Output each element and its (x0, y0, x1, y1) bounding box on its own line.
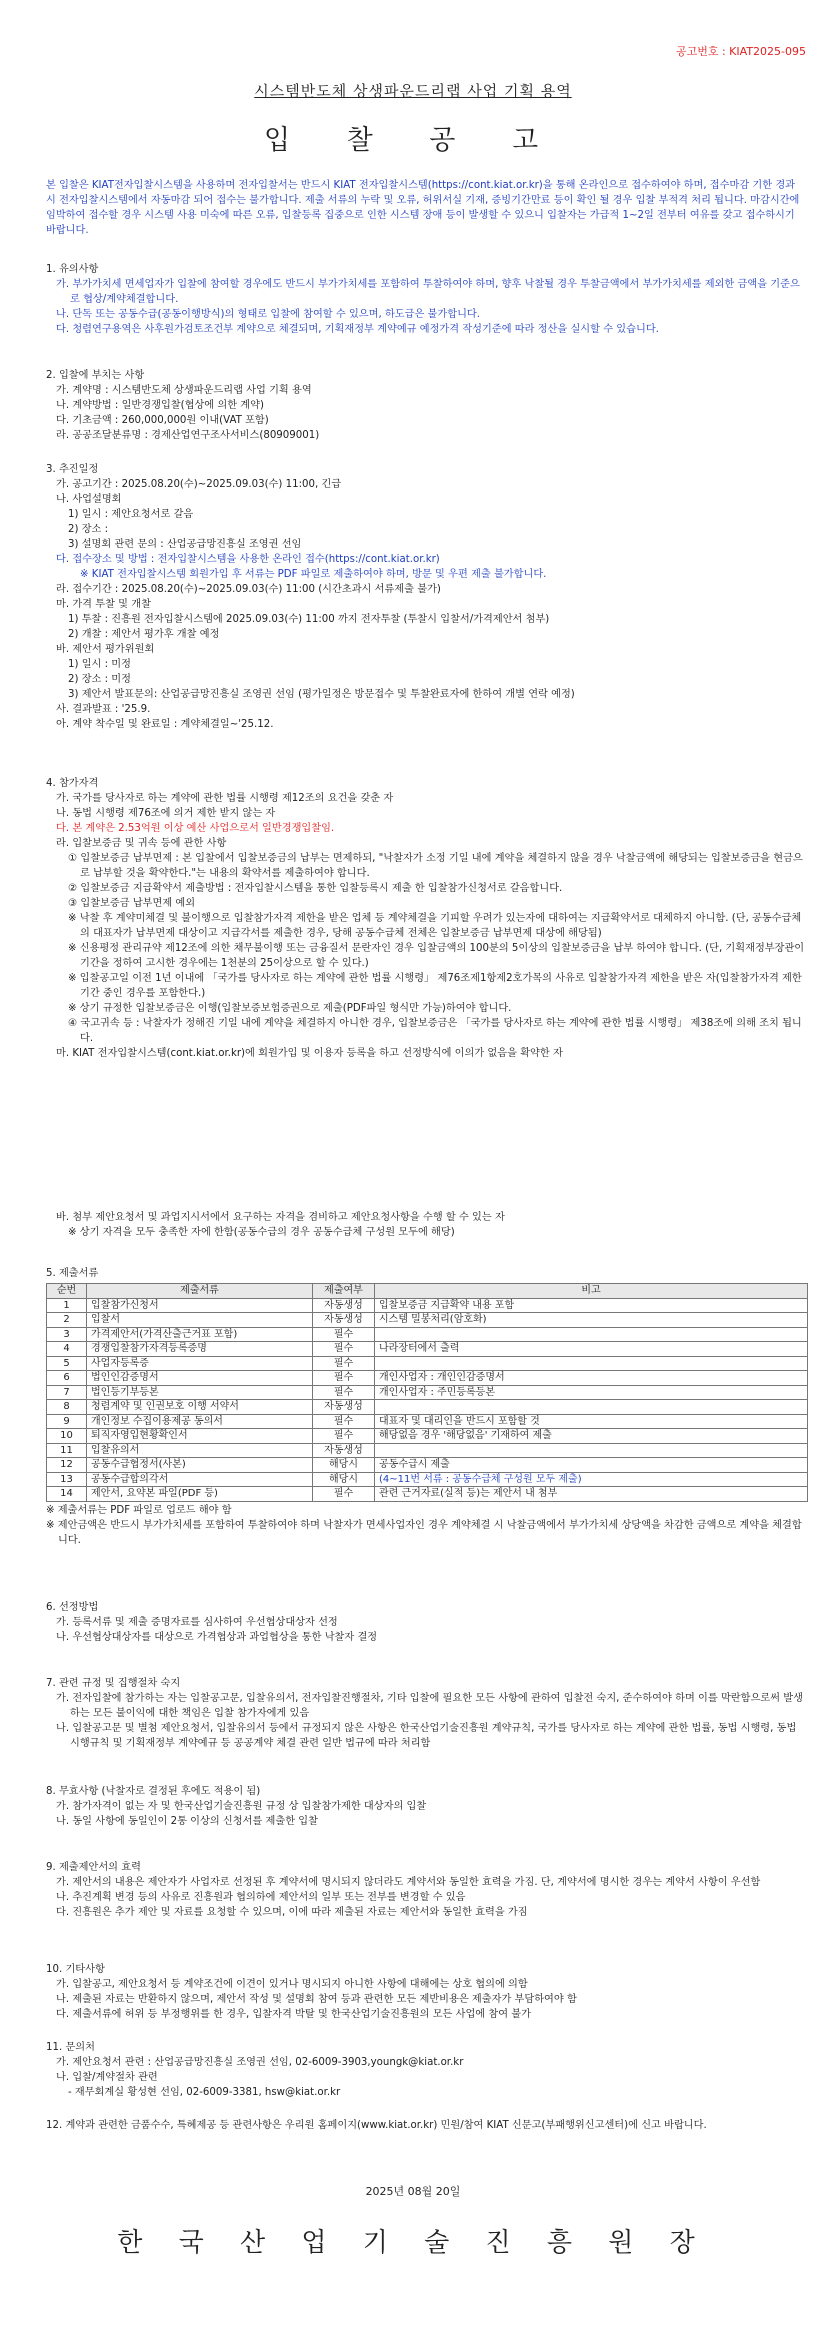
section-heading: 10. 기타사항 (46, 1964, 105, 1975)
list-item: 3) 제안서 발표문의: 산업공급망진흥실 조영권 선임 (평가일정은 방문접수 및 투찰완료자에 한하여 개별 연락 예정) (68, 689, 575, 700)
section-heading: 5. 제출서류 (46, 1268, 99, 1279)
note: ※ 제안금액은 반드시 부가가치세를 포함하여 투찰하여야 하며 낙찰자가 면세사업자인 경우 계약체결 시 낙찰금액에서 부가가치세 상당액을 차감한 금액으로 계약을 체결합니다. (46, 1519, 802, 1546)
list-item: 다. 진흥원은 추가 제안 및 자료를 요청할 수 있으며, 이에 따라 제출된 자료는 제안서와 동일한 효력을 가짐 (56, 1907, 528, 1918)
cell-required: 필수 (313, 1487, 375, 1502)
documents-table-body (47, 1298, 808, 1501)
cell-no: 13 (47, 1472, 87, 1487)
table-row (47, 1298, 808, 1313)
section-schedule (46, 462, 806, 732)
cell-doc: 경쟁입찰참가자격등록증명 (87, 1342, 313, 1357)
cell-doc: 제안서, 요약본 파일(PDF 등) (87, 1487, 313, 1502)
section-misc (46, 1962, 806, 2022)
list-item: 나. 추진계획 변경 등의 사유로 진흥원과 협의하에 제안서의 일부 또는 전부를 변경할 수 있음 (56, 1892, 466, 1903)
list-item: 마. 가격 투찰 및 개찰 (56, 599, 151, 610)
cell-required: 필수 (313, 1385, 375, 1400)
cell-note: 입찰보증금 지급확약 내용 포함 (375, 1298, 808, 1313)
table-header-row (47, 1284, 808, 1299)
list-item: 사. 결과발표 : '25.9. (56, 704, 151, 715)
table-row (47, 1385, 808, 1400)
cell-required: 자동생성 (313, 1400, 375, 1415)
list-item: 다. 제출서류에 허위 등 부정행위를 한 경우, 입찰자격 박탈 및 한국산업기술진흥원의 모든 사업에 참여 불가 (56, 2009, 531, 2020)
cell-doc: 공동수급협정서(사본) (87, 1458, 313, 1473)
list-item: ④ 국고귀속 등 : 낙찰자가 정해진 기일 내에 계약을 체결하지 아니한 경우, 입찰보증금은 「국가를 당사자로 하는 계약에 관한 법률 시행령」 제38조에 의해 조치 됩니다. (68, 1018, 802, 1044)
cell-note (375, 1400, 808, 1415)
cell-no: 4 (47, 1342, 87, 1357)
list-item: 가. 공고기간 : 2025.08.20(수)~2025.09.03(수) 11:00, 긴급 (56, 479, 342, 490)
list-item: 나. 동일 사항에 동일인이 2통 이상의 신청서를 제출한 입찰 (56, 1816, 318, 1827)
section-documents (46, 1266, 806, 1548)
table-row (47, 1313, 808, 1328)
note: ※ 낙찰 후 계약미체결 및 불이행으로 입찰참가자격 제한을 받은 업체 등 계약체결을 기피할 우려가 있는자에 대하여는 지급확약서로 대체하지 아니함. (단, 공동수급체의 대표자가 납부면제 대상이고 지급각서를 제출한 경우, 당해 공동수급체 전체은 입찰보증금 납부면제 대상에 해당됨) (68, 913, 802, 939)
contact-finance: - 재무회계실 황성현 선임, 02-6009-3381, hsw@kiat.or.kr (68, 2087, 341, 2098)
cell-doc: 법인인감증명서 (87, 1371, 313, 1386)
table-row (47, 1487, 808, 1502)
cell-note: 관련 근거자료(실적 등)는 제안서 내 첨부 (375, 1487, 808, 1502)
list-item: 가. 참가자격이 없는 자 및 한국산업기술진흥원 규정 상 입찰참가제한 대상자의 입찰 (56, 1801, 427, 1812)
note: ※ 제출서류는 PDF 파일로 업로드 해야 함 (46, 1504, 232, 1516)
cell-doc: 입찰유의서 (87, 1443, 313, 1458)
cell-required: 자동생성 (313, 1298, 375, 1313)
list-item: 가. 입찰공고, 제안요청서 등 계약조건에 이견이 있거나 명시되지 아니한 사항에 대해에는 상호 협의에 의함 (56, 1979, 528, 1990)
list-item: 나. 입찰공고문 및 별첨 제안요청서, 입찰유의서 등에서 규정되지 않은 사항은 한국산업기술진흥원 계약규칙, 국가를 당사자로 하는 계약에 관한 법률, 동법 시행령, 동법 시행규칙 및 기획재정부 계약예규 등 공공계약 체결 관련 일반 법규에 따라 처리함 (56, 1723, 797, 1749)
cell-note: 공동수급시 제출 (375, 1458, 808, 1473)
intro-paragraph: 본 입찰은 KIAT전자입찰시스템을 사용하며 전자입찰서는 반드시 KIAT 전자입찰시스템(https://cont.kiat.or.kr)을 통해 온라인으로 접수하여야 하며, 접수마감 기한 경과 시 전자입찰시스템에서 자동마감 되어 접수는 불가합니다. 제출 서류의 누락 및 오류, 허위서실 기재, 증빙기간만료 등이 확인 될 경우 입찰 부적격 처리 됩니다. 마감시간에 임박하여 접수할 경우 시스템 사용 미숙에 따른 오류, 입찰등록 집중으로 인한 시스템 장애 등이 발생할 수 있으니 입찰자는 가급적 1~2일 전부터 여유를 갖고 접수하시기 바랍니다. (46, 180, 800, 236)
list-item: 나. 우선협상대상자를 대상으로 가격협상과 과업협상을 통한 낙찰자 결정 (56, 1632, 378, 1643)
col-required: 제출여부 (313, 1284, 375, 1299)
section-heading: 9. 제출제안서의 효력 (46, 1862, 141, 1873)
cell-doc: 사업자등록증 (87, 1356, 313, 1371)
section-heading: 7. 관련 규정 및 집행절차 숙지 (46, 1678, 181, 1689)
cell-doc: 개인정보 수집이용제공 동의서 (87, 1414, 313, 1429)
list-item: 2) 개찰 : 제안서 평가후 개찰 예정 (68, 629, 220, 640)
section-eligibility-cont (46, 1210, 806, 1240)
cell-no: 7 (47, 1385, 87, 1400)
cell-doc: 공동수급합의각서 (87, 1472, 313, 1487)
list-item: 다. 청렴연구용역은 사후원가검토조건부 계약으로 체결되며, 기획재정부 계약예규 예정가격 작성기준에 따라 정산을 실시할 수 있습니다. (56, 324, 659, 335)
list-item: 나. 동법 시행령 제76조에 의거 제한 받지 않는 자 (56, 808, 276, 819)
section-invalid (46, 1784, 806, 1829)
cell-no: 9 (47, 1414, 87, 1429)
cell-required: 필수 (313, 1414, 375, 1429)
note: ※ 신용평정 관리규약 제12조에 의한 채무불이행 또는 금융질서 문란자인 경우 입찰금액의 100분의 5이상의 입찰보증금을 납부 하여야 합니다. (단, 기획재정부장관이 기간을 정하여 고시한 경우에는 1천분의 25이상으로 할 수 있다.) (68, 943, 805, 969)
list-item: 가. 등록서류 및 제출 증명자료를 심사하여 우선협상대상자 선정 (56, 1617, 338, 1628)
main-title: 입 찰 공 고 (263, 125, 563, 156)
cell-no: 8 (47, 1400, 87, 1415)
section-eligibility (46, 776, 806, 1061)
section-heading: 2. 입찰에 부치는 사항 (46, 370, 145, 381)
cell-doc: 청렴계약 및 인권보호 이행 서약서 (87, 1400, 313, 1415)
list-item: 가. 전자입찰에 참가하는 자는 입찰공고문, 입찰유의서, 전자입찰진행절차, 기타 입찰에 필요한 모든 사항에 관하여 입찰전 숙지, 준수하여야 하며 이를 막란함으로써 발생하는 모든 불이익에 대한 책임은 입찰 참가자에게 있음 (56, 1693, 803, 1719)
list-item: 2) 장소 : (68, 524, 109, 535)
cell-doc: 입찰참가신청서 (87, 1298, 313, 1313)
cell-no: 14 (47, 1487, 87, 1502)
list-item: 가. 부가가치세 면세업자가 입찰에 참여할 경우에도 반드시 부가가치세를 포함하여 투찰하여야 하며, 향후 낙찰될 경우 투찰금액에서 부가가치세를 제외한 금액을 기준으로 협상/계약체결합니다. (56, 279, 800, 305)
note: ※ 입찰공고일 이전 1년 이내에 「국가를 당사자로 하는 계약에 관한 법률 시행령」 제76조제1항제2호가목의 사유로 입찰참가자격 제한을 받은 자(입찰참가자격 제한 기간 중인 경우를 포함한다.) (68, 973, 802, 999)
issuer-name: 한 국 산 업 기 술 진 흥 원 장 (117, 2228, 709, 2258)
notice-date: 2025년 08월 20일 (365, 2185, 461, 2198)
cell-required: 자동생성 (313, 1443, 375, 1458)
cell-note: 개인사업자 : 개인인감증명서 (375, 1371, 808, 1386)
table-row (47, 1458, 808, 1473)
col-doc: 제출서류 (87, 1284, 313, 1299)
list-item: 나. 계약방법 : 일반경쟁입찰(협상에 의한 계약) (56, 400, 264, 411)
section-report (46, 2118, 806, 2133)
list-item: 3) 설명회 관련 문의 : 산업공급망진흥실 조영권 선임 (68, 539, 302, 550)
col-no: 순번 (47, 1284, 87, 1299)
cell-required: 필수 (313, 1342, 375, 1357)
section-heading: 6. 선정방법 (46, 1602, 99, 1613)
cell-required: 필수 (313, 1327, 375, 1342)
list-item: 1) 일시 : 제안요청서로 갈음 (68, 509, 194, 520)
list-item: 가. 국가를 당사자로 하는 계약에 관한 법률 시행령 제12조의 요건을 갖춘 자 (56, 793, 394, 804)
list-item: 가. 계약명 : 시스템반도체 상생파운드리랩 사업 기획 용역 (56, 385, 312, 396)
section-regulations (46, 1676, 806, 1751)
list-item: 가. 제안서의 내용은 제안자가 사업자로 선정된 후 계약서에 명시되지 않더라도 계약서와 동일한 효력을 가짐. 단, 계약서에 명시한 경우는 계약서 사항이 우선함 (56, 1877, 761, 1888)
list-item: ① 입찰보증금 납부면제 : 본 입찰에서 입찰보증금의 납부는 면제하되, "낙찰자가 소정 기일 내에 계약을 체결하지 않을 경우 낙찰금액에 해당되는 입찰보증금을 현금으로 납부할 것을 확약한다."는 내용의 확약서를 제출하여야 합니다. (68, 853, 803, 879)
cell-note: 시스템 밀봉처리(암호화) (375, 1313, 808, 1328)
list-item: 라. 입찰보증금 및 귀속 등에 관한 사항 (56, 838, 227, 849)
table-row (47, 1356, 808, 1371)
cell-note (375, 1356, 808, 1371)
table-row (47, 1371, 808, 1386)
table-row (47, 1327, 808, 1342)
list-item: ② 입찰보증금 지급확약서 제출방법 : 전자입찰시스템을 통한 입찰등록시 제출 한 입찰참가신청서로 갈음합니다. (68, 883, 563, 894)
cell-note: (4~11번 서류 : 공동수급체 구성원 모두 제출) (375, 1472, 808, 1487)
list-item: 라. 공공조달분류명 : 경제산업연구조사서비스(80909001) (56, 430, 320, 441)
list-item: 바. 첨부 제안요청서 및 과업지시서에서 요구하는 자격을 겸비하고 제안요청사항을 수행 할 수 있는 자 (56, 1212, 505, 1223)
project-title: 시스템반도체 상생파운드리랩 사업 기획 용역 (254, 82, 572, 100)
table-row (47, 1472, 808, 1487)
section-validity (46, 1860, 806, 1920)
cell-note: 대표자 및 대리인을 반드시 포함할 것 (375, 1414, 808, 1429)
section-heading: 4. 참가자격 (46, 778, 99, 789)
cell-required: 자동생성 (313, 1313, 375, 1328)
cell-doc: 법인등기부등본 (87, 1385, 313, 1400)
col-note: 비고 (375, 1284, 808, 1299)
cell-required: 필수 (313, 1356, 375, 1371)
table-row (47, 1414, 808, 1429)
cell-note: 해당없음 경우 '해당없음' 기재하여 제출 (375, 1429, 808, 1444)
list-item: 나. 제출된 자료는 반환하지 않으며, 제안서 작성 및 설명회 참여 등과 관련한 모든 제반비용은 제출자가 부담하여야 함 (56, 1994, 577, 2005)
list-item: 마. KIAT 전자입찰시스템(cont.kiat.or.kr)에 회원가입 및 이용자 등록을 하고 선정방식에 이의가 없음을 확약한 자 (56, 1048, 563, 1059)
section-heading: 3. 추진일정 (46, 464, 99, 475)
list-item: 라. 접수기간 : 2025.08.20(수)~2025.09.03(수) 11:00 (시간초과시 서류제출 불가) (56, 584, 441, 595)
list-item: 1) 투찰 : 진흥원 전자입찰시스템에 2025.09.03(수) 11:00 까지 전자투찰 (투찰시 입찰서/가격제안서 첨부) (68, 614, 550, 625)
cell-note: 개인사업자 : 주민등록등본 (375, 1385, 808, 1400)
list-item: 다. 본 계약은 2.53억원 이상 예산 사업으로서 일반경쟁입찰임. (56, 823, 335, 834)
cell-no: 3 (47, 1327, 87, 1342)
cell-no: 6 (47, 1371, 87, 1386)
list-item: 다. 기초금액 : 260,000,000원 이내(VAT 포함) (56, 415, 269, 426)
section-selection (46, 1600, 806, 1645)
section-bid-items (46, 368, 806, 443)
cell-no: 12 (47, 1458, 87, 1473)
documents-table (46, 1283, 808, 1502)
table-row (47, 1400, 808, 1415)
list-item: 나. 사업설명회 (56, 494, 122, 505)
note: ※ 상기 규정한 입찰보증금은 이행(입찰보증보험증권으로 제출(PDF파일 형식만 가능)하여야 합니다. (68, 1003, 512, 1014)
section-contact (46, 2040, 806, 2100)
section-heading: 11. 문의처 (46, 2042, 95, 2053)
list-item: 다. 접수장소 및 방법 : 전자입찰시스템을 사용한 온라인 접수(https://cont.kiat.or.kr) (56, 554, 440, 565)
notice-number: 공고번호 : KIAT2025-095 (675, 45, 806, 58)
list-item: ③ 입찰보증금 납부면제 예외 (68, 898, 196, 909)
contact-proposal: 가. 제안요청서 관련 : 산업공급망진흥실 조영권 선임, 02-6009-3903,youngk@kiat.or.kr (56, 2057, 464, 2068)
section-precautions (46, 262, 806, 337)
note: ※ KIAT 전자입찰시스템 회원가입 후 서류는 PDF 파일로 제출하여야 하며, 방문 및 우편 제출 불가합니다. (80, 569, 547, 580)
table-row (47, 1342, 808, 1357)
cell-no: 10 (47, 1429, 87, 1444)
note: ※ 상기 자격을 모두 충족한 자에 한함(공동수급의 경우 공동수급체 구성원 모두에 해당) (68, 1227, 455, 1238)
cell-note (375, 1443, 808, 1458)
cell-required: 해당시 (313, 1458, 375, 1473)
cell-no: 1 (47, 1298, 87, 1313)
list-item: 바. 제안서 평가위원회 (56, 644, 155, 655)
cell-doc: 퇴직자영입현황확인서 (87, 1429, 313, 1444)
cell-note (375, 1327, 808, 1342)
cell-required: 필수 (313, 1429, 375, 1444)
report-notice: 12. 계약과 관련한 금품수수, 특혜제공 등 관련사항은 우리원 홈페이지(www.kiat.or.kr) 민원/참여 KIAT 신문고(부패행위신고센터)에 신고 바랍니다. (46, 2120, 707, 2131)
cell-required: 해당시 (313, 1472, 375, 1487)
cell-note: 나라장터에서 출력 (375, 1342, 808, 1357)
table-row (47, 1443, 808, 1458)
list-item: 2) 장소 : 미정 (68, 674, 131, 685)
list-item: 아. 계약 착수일 및 완료일 : 계약체결일~'25.12. (56, 719, 274, 730)
contact-contract: 나. 입찰/계약절차 관련 (56, 2072, 158, 2083)
list-item: 1) 일시 : 미정 (68, 659, 131, 670)
list-item: 나. 단독 또는 공동수급(공동이행방식)의 형태로 입찰에 참여할 수 있으며, 하도급은 불가합니다. (56, 309, 481, 320)
table-row (47, 1429, 808, 1444)
cell-doc: 가격제안서(가격산출근거표 포함) (87, 1327, 313, 1342)
section-heading: 1. 유의사항 (46, 264, 99, 275)
section-heading: 8. 무효사항 (낙찰자로 결정된 후에도 적용이 됨) (46, 1786, 261, 1797)
cell-no: 5 (47, 1356, 87, 1371)
cell-required: 필수 (313, 1371, 375, 1386)
cell-no: 11 (47, 1443, 87, 1458)
cell-no: 2 (47, 1313, 87, 1328)
cell-doc: 입찰서 (87, 1313, 313, 1328)
